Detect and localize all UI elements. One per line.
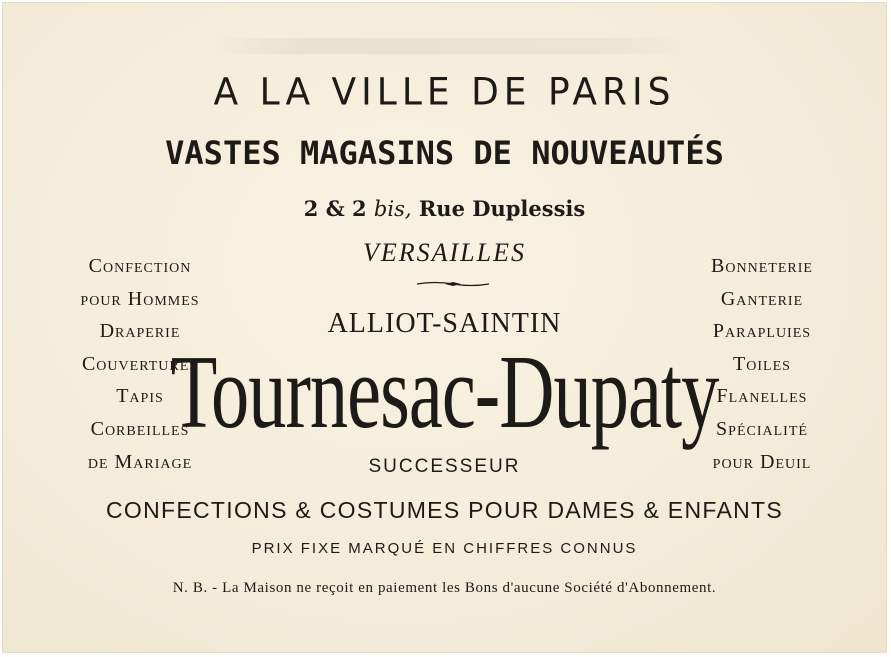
list-item: de Mariage [87,450,193,473]
list-item: Flanelles [716,385,808,408]
list-item: Couvertures [81,352,199,375]
brand-name: Tournesac-Dupaty [170,332,719,450]
shop-title: A LA VILLE DE PARIS [213,70,676,115]
list-item: Draperie [99,320,181,343]
shop-address [2,196,887,221]
list-item: Corbeilles [90,417,190,440]
list-item: Spécialité [716,417,808,440]
show-through-ink [212,38,692,54]
successor-label: SUCCESSEUR [368,456,521,477]
list-item: Ganterie [720,287,804,310]
tagline: CONFECTIONS & COSTUMES POUR DAMES & ENFANTS [106,497,783,523]
prices-notice: PRIX FIXE MARQUÉ EN CHIFFRES CONNUS [251,540,638,557]
address-bis: bis, [373,197,412,221]
list-item: Bonneterie [711,255,813,277]
list-item: Parapluies [712,320,812,343]
list-item: Confection [88,255,192,277]
owner-name: ALLIOT-SAINTIN [327,308,562,339]
shop-city: VERSAILLES [363,238,526,267]
list-item: Tapis [116,385,164,408]
address-number: 2 & 2 [303,196,367,221]
shop-subtitle: VASTES MAGASINS DE NOUVEAUTÉS [165,134,724,172]
ornament-divider-icon [415,280,491,288]
list-item: Toiles [733,352,791,375]
list-item: pour Deuil [712,450,812,473]
address-street: Rue Duplessis [418,196,586,221]
trade-card [2,2,887,653]
list-item: pour Hommes [80,287,200,310]
footnote: N. B. - La Maison ne reçoit en paiement les Bons d'aucune Société d'Abonnement. [172,580,717,596]
